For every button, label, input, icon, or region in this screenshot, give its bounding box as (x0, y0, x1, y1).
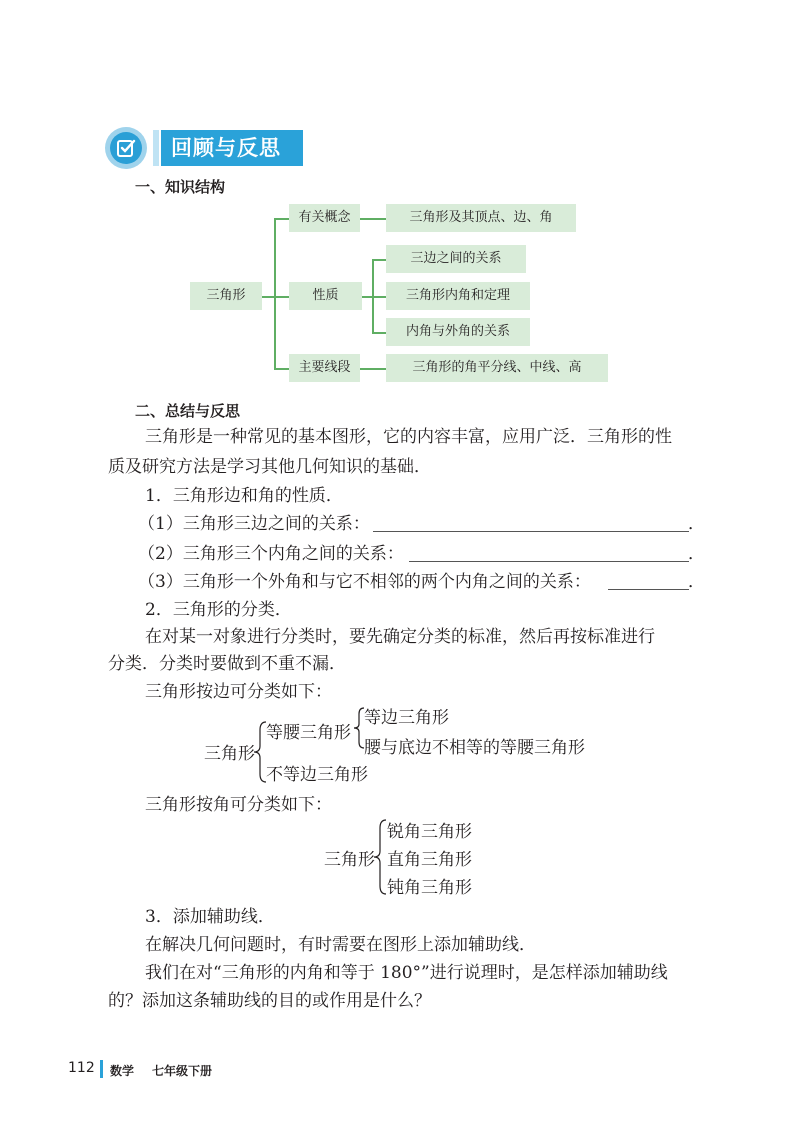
summary-heading: 二、总结与反思 (135, 402, 241, 420)
item-heading: 1．三角形边和角的性质． (145, 486, 343, 506)
checklist-icon (110, 132, 142, 164)
answer-blank[interactable] (409, 561, 689, 562)
by-angle-intro: 三角形按角可分类如下： (145, 795, 332, 815)
item-heading: 3．添加辅助线． (145, 907, 275, 927)
cls-item: 等腰三角形 (266, 723, 351, 743)
aux-line: 在解决几何问题时，有时需要在图形上添加辅助线． (145, 935, 536, 955)
connector (362, 296, 372, 298)
question-line: 我们在对“三角形的内角和等于 180°”进行说理时，是怎样添加辅助线 (145, 963, 668, 983)
question-label: （1）三角形三边之间的关系： (138, 514, 370, 534)
period: ． (688, 572, 705, 592)
cls-root: 三角形 (324, 850, 375, 870)
classification-line: 在对某一对象进行分类时，要先确定分类的标准，然后再按标准进行 (145, 627, 655, 647)
cls-item: 锐角三角形 (387, 822, 472, 842)
cls-item: 钝角三角形 (387, 878, 472, 898)
classification-line: 分类．分类时要做到不重不漏． (108, 654, 346, 674)
by-side-intro: 三角形按边可分类如下： (145, 682, 332, 702)
footer-subject: 数学 (110, 1064, 135, 1078)
diagram-leaf: 三角形的角平分线、中线、高 (386, 354, 608, 382)
cls-item: 不等边三角形 (266, 765, 368, 785)
section-banner (105, 127, 303, 169)
footer-divider (100, 1060, 103, 1078)
connector (372, 332, 386, 334)
diagram-root: 三角形 (190, 282, 262, 310)
answer-blank[interactable] (373, 531, 689, 532)
cls-root: 三角形 (204, 744, 255, 764)
page-number: 112 (68, 1060, 95, 1076)
connector (360, 218, 386, 220)
intro-line: 质及研究方法是学习其他几何知识的基础． (108, 457, 431, 477)
connector (274, 296, 289, 298)
period: ． (688, 514, 705, 534)
diagram-leaf: 三角形及其顶点、边、角 (386, 204, 576, 232)
diagram-leaf: 三角形内角和定理 (386, 282, 530, 310)
question-label: （3）三角形一个外角和与它不相邻的两个内角之间的关系： (138, 572, 591, 592)
diagram-leaf: 内角与外角的关系 (386, 318, 530, 346)
diagram-leaf: 三边之间的关系 (386, 245, 526, 273)
section-title: 回顾与反思 (161, 130, 303, 166)
answer-blank[interactable] (608, 589, 689, 590)
intro-line: 三角形是一种常见的基本图形，它的内容丰富，应用广泛．三角形的性 (145, 427, 672, 447)
connector (274, 218, 289, 220)
cls-item: 腰与底边不相等的等腰三角形 (364, 738, 585, 758)
brace (372, 818, 388, 896)
footer-grade: 七年级下册 (152, 1064, 213, 1078)
diagram-branch: 主要线段 (289, 354, 360, 382)
knowledge-heading: 一、知识结构 (135, 178, 226, 196)
banner-icon-badge (105, 127, 147, 169)
question-label: （2）三角形三个内角之间的关系： (138, 544, 404, 564)
diagram-branch: 性质 (289, 282, 362, 310)
cls-item: 直角三角形 (387, 850, 472, 870)
banner-divider (153, 130, 159, 166)
connector (372, 296, 386, 298)
connector (274, 368, 289, 370)
cls-item: 等边三角形 (364, 708, 449, 728)
connector (372, 259, 386, 261)
connector (274, 218, 276, 368)
diagram-branch: 有关概念 (289, 204, 360, 232)
item-heading: 2．三角形的分类． (145, 600, 292, 620)
period: ． (688, 544, 705, 564)
connector (360, 368, 386, 370)
question-line: 的？添加这条辅助线的目的或作用是什么？ (108, 991, 431, 1011)
